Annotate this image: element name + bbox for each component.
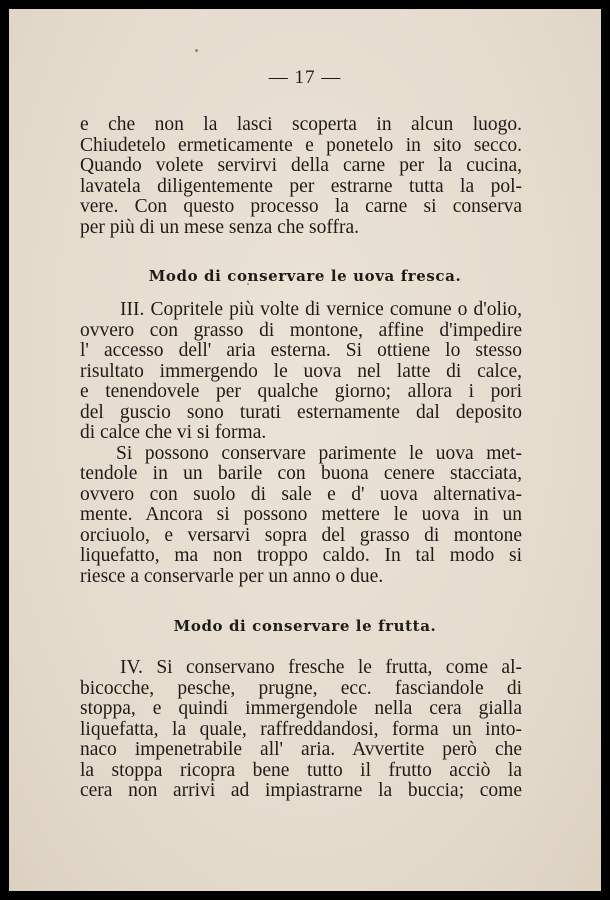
text-line: e tenendovele per qualche giorno; allora i pori (80, 381, 522, 402)
text-line: e che non la lasci scoperta in alcun luogo. (80, 114, 522, 135)
paragraph-eggs (80, 300, 522, 587)
text-line: bicocche, pesche, prugne, ecc. fasciandole di (80, 677, 522, 699)
text-line: del guscio sono turati esternamente dal deposito (80, 401, 522, 423)
text-line: lavatela diligentemente per estrarne tutta la pol- (80, 175, 522, 197)
text-line: IV. Si conservano fresche le frutta, come al- (120, 657, 522, 678)
section-heading-fruit: Modo di conservare le frutta. (173, 617, 437, 635)
text-line: risultato immergendo le uova nel latte di calce, (80, 360, 522, 382)
text-line: Chiudetelo ermeticamente e ponetelo in sito secco. (80, 134, 522, 156)
paper-speck (195, 49, 198, 52)
text-line: orciuolo, e versarvi sopra del grasso di montone (80, 524, 522, 546)
text-line: di calce che vi si forma. (80, 422, 267, 443)
text-line: liquefatta, la quale, raffreddandosi, forma un into- (80, 718, 522, 740)
text-line: naco impenetrabile all' aria. Avvertite però che (80, 739, 522, 760)
text-line: ovvero con grasso di montone, affine d'impedire (80, 319, 522, 341)
section-heading-eggs: Modo di conservare le uova fresca. (148, 267, 462, 285)
text-line: cera non arrivi ad impiastrarne la buccia; come (80, 780, 522, 801)
text-line: Si possono conservare parimente le uova met- (116, 442, 522, 464)
text-line: Quando volete servirvi della carne per la cucina, (80, 155, 522, 176)
text-line: riesce a conservarle per un anno o due. (80, 565, 384, 587)
text-line: ovvero con suolo di sale e d' uova alternativa- (80, 483, 522, 505)
text-line: per più di un mese senza che soffra. (80, 216, 360, 238)
text-line: liquefatto, ma non troppo caldo. In tal modo si (80, 545, 522, 566)
page-number: — 17 — (268, 67, 342, 88)
text-line: tendole in un barile con buona cenere stacciata, (80, 463, 522, 484)
text-line: vere. Con questo processo la carne si conserva (80, 196, 522, 217)
book-page (9, 9, 601, 891)
paragraph-fruit (80, 658, 522, 802)
text-line: l' accesso dell' aria esterna. Si ottiene lo stesso (80, 340, 522, 361)
text-line: mente. Ancora si possono mettere le uova in un (80, 504, 522, 525)
text-line: la stoppa ricopra bene tutto il frutto acciò la (80, 759, 522, 781)
text-line: III. Copritele più volte di vernice comune o d'olio, (120, 299, 522, 320)
text-line: stoppa, e quindi immergendole nella cera gialla (80, 698, 522, 719)
paragraph-intro (80, 115, 522, 238)
